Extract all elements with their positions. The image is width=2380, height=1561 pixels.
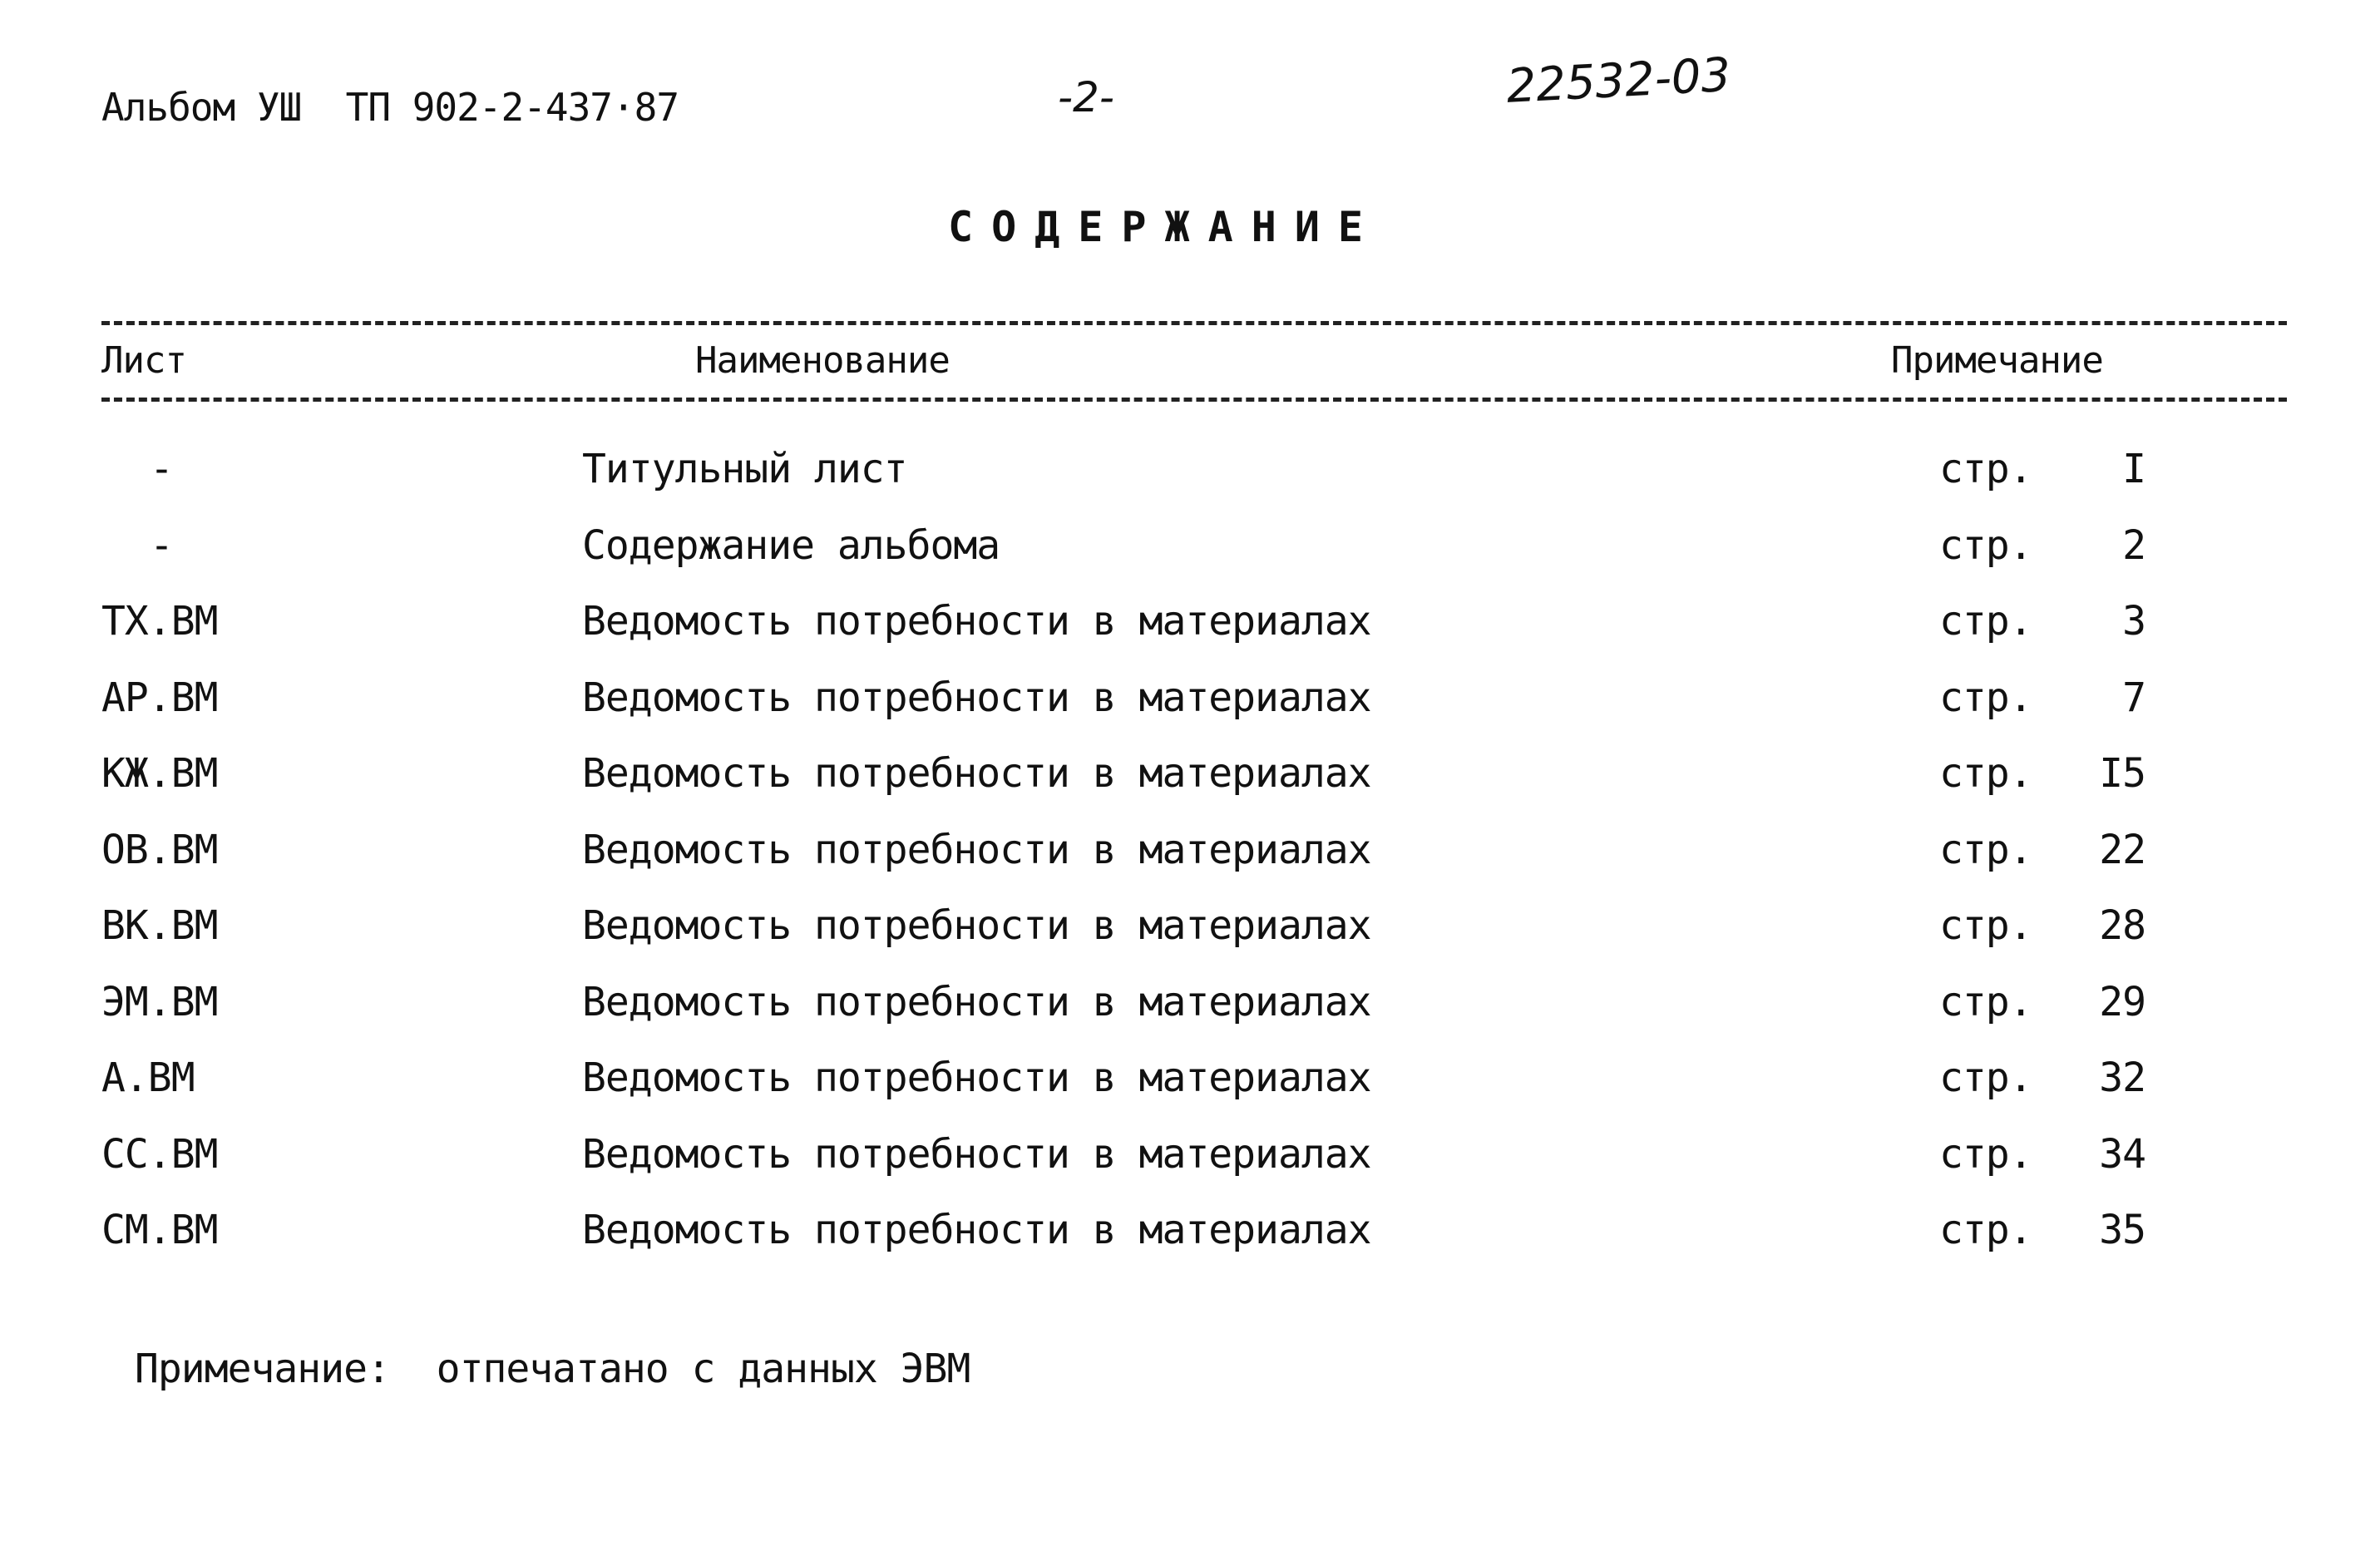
document-name: Ведомость потребности в материалах [582,1207,1371,1253]
table-row [0,979,2380,1055]
document-name: Ведомость потребности в материалах [582,598,1371,645]
page-prefix: стр. [1939,1130,2032,1178]
page-prefix: стр. [1939,902,2032,949]
page-ref: I5 [2099,750,2145,797]
sheet-code: ВК.ВМ [101,902,218,949]
column-header-name: Наименование [695,339,950,382]
page-ref: 7 [2122,674,2145,721]
sheet-code: ЭМ.ВМ [101,978,218,1025]
table-row [0,827,2380,903]
table-row [0,902,2380,979]
document-name: Ведомость потребности в материалах [582,1130,1371,1178]
page-ref: 29 [2099,978,2145,1025]
table-row [0,1207,2380,1283]
page-prefix: стр. [1939,1055,2032,1101]
page-prefix: стр. [1939,750,2032,797]
page-prefix: стр. [1939,674,2032,721]
document-name: Ведомость потребности в материалах [582,978,1371,1025]
album-header: Альбом УШ ТП 902-2-437·87 [101,85,679,130]
page-prefix: стр. [1939,598,2032,645]
sheet-code: ТХ.ВМ [101,598,218,645]
page-ref: I [2122,446,2145,492]
table-header-rule [101,398,2287,402]
table-row [0,522,2380,599]
sheet-code: КЖ.ВМ [101,750,218,797]
document-name: Ведомость потребности в материалах [582,1055,1371,1101]
table-row [0,1055,2380,1131]
footnote: Примечание: отпечатано с данных ЭВМ [135,1346,970,1392]
document-name: Содержание альбома [582,521,1000,569]
page-ref: 35 [2099,1207,2145,1253]
page-ref: 2 [2122,521,2145,569]
contents-table-body [0,446,2380,1283]
document-name: Ведомость потребности в материалах [582,674,1371,721]
column-header-sheet: Лист [101,339,186,382]
sheet-code: СМ.ВМ [101,1207,218,1253]
sheet-code: А.ВМ [101,1055,195,1101]
sheet-code: - [150,521,173,569]
column-header-note: Примечание [1891,339,2103,382]
sheet-code: АР.ВМ [101,674,218,721]
handwritten-doc-code: 22532-03 [1505,47,1732,114]
page-prefix: стр. [1939,1207,2032,1253]
page-ref: 28 [2099,902,2145,949]
document-name: Ведомость потребности в материалах [582,902,1371,949]
page-ref: 32 [2099,1055,2145,1101]
table-row [0,446,2380,522]
page-ref: 3 [2122,598,2145,645]
table-row [0,674,2380,751]
document-name: Ведомость потребности в материалах [582,750,1371,797]
sheet-code: ОВ.ВМ [101,826,218,873]
sheet-code: - [150,446,173,492]
document-name: Титульный лист [582,446,907,492]
page-prefix: стр. [1939,826,2032,873]
page-prefix: стр. [1939,978,2032,1025]
document-name: Ведомость потребности в материалах [582,826,1371,873]
page-prefix: стр. [1939,446,2032,492]
page-title: СОДЕРЖАНИЕ [948,203,1382,251]
sheet-code: СС.ВМ [101,1130,218,1178]
table-top-rule [101,321,2287,325]
page-number: -2- [1058,73,1114,121]
table-row [0,1131,2380,1208]
page-ref: 22 [2099,826,2145,873]
table-row [0,750,2380,827]
page-prefix: стр. [1939,521,2032,569]
page-ref: 34 [2099,1130,2145,1178]
table-row [0,598,2380,674]
